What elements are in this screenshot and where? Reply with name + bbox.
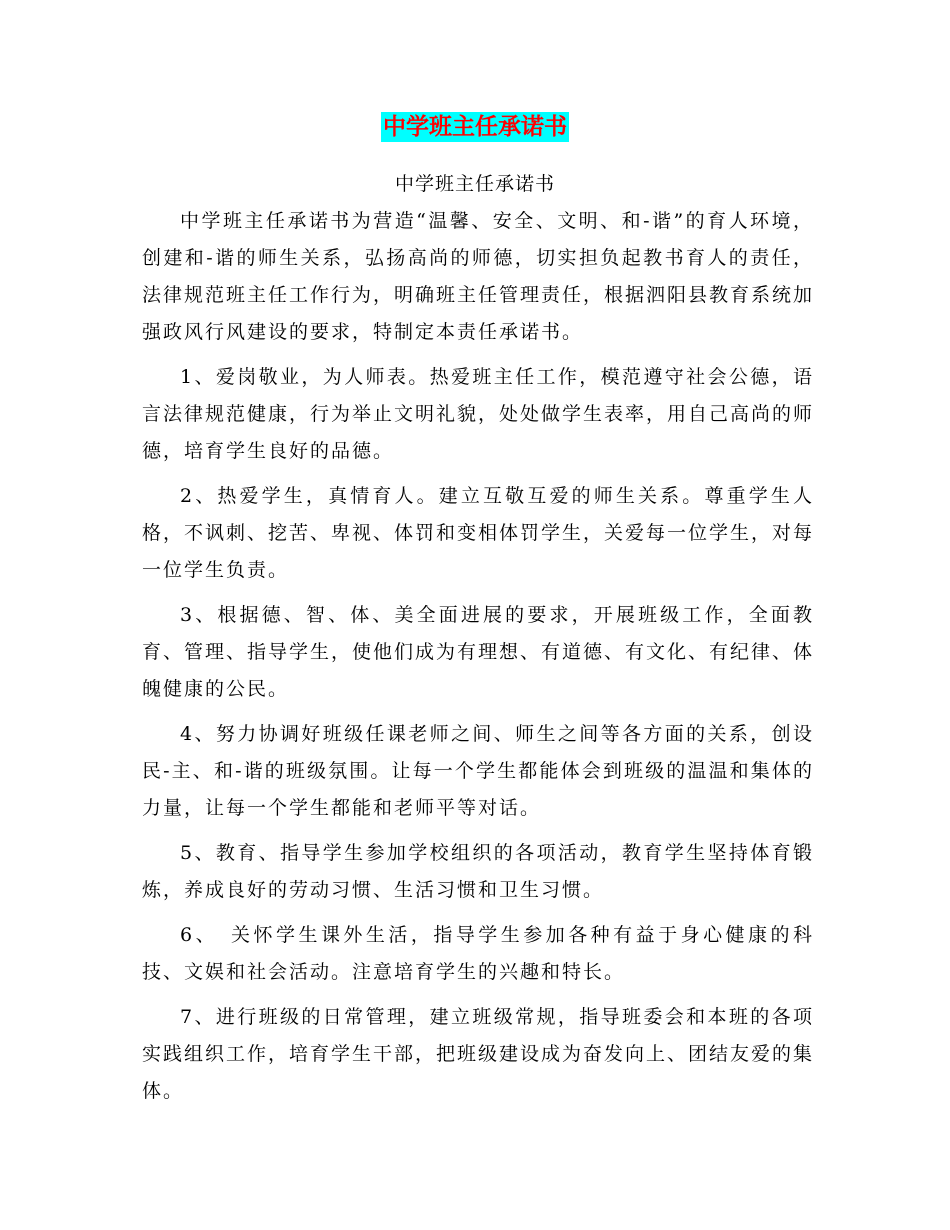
commitment-item-4: 4、努力协调好班级任课老师之间、师生之间等各方面的关系，创设民-主、和-谐的班级氛围。让每一个学生都能体会到班级的温温和集体的力量，让每一个学生都能和老师平等对话。 bbox=[142, 723, 814, 819]
commitment-item-1: 1、爱岗敬业，为人师表。热爱班主任工作，模范遵守社会公德，语言法律规范健康，行为举止文明礼貌，处处做学生表率，用自己高尚的师德，培育学生良好的品德。 bbox=[142, 366, 815, 462]
commitment-item-6: 6、 关怀学生课外生活，指导学生参加各种有益于身心健康的科技、文娱和社会活动。注意培育学生的兴趣和特长。 bbox=[142, 924, 814, 983]
commitment-item-5: 5、教育、指导学生参加学校组织的各项活动，教育学生坚持体育锻炼，养成良好的劳动习惯、生活习惯和卫生习惯。 bbox=[142, 842, 814, 901]
document-subtitle: 中学班主任承诺书 bbox=[394, 173, 555, 195]
commitment-item-7: 7、进行班级的日常管理，建立班级常规，指导班委会和本班的各项实践组织工作，培育学生干部，把班级建设成为奋发向上、团结友爱的集体。 bbox=[142, 1006, 815, 1102]
commitment-item-3: 3、根据德、智、体、美全面进展的要求，开展班级工作，全面教育、管理、指导学生，使他们成为有理想、有道德、有文化、有纪律、体魄健康的公民。 bbox=[142, 604, 815, 700]
commitment-item-2: 2、热爱学生，真情育人。建立互敬互爱的师生关系。尊重学生人格，不讽刺、挖苦、卑视、体罚和变相体罚学生，关爱每一位学生，对每一位学生负责。 bbox=[142, 485, 815, 581]
document-title: 中学班主任承诺书 bbox=[383, 114, 567, 140]
intro-paragraph: 中学班主任承诺书为营造“温馨、安全、文明、和-谐”的育人环境，创建和-谐的师生关系，弘扬高尚的师德，切实担负起教书育人的责任，法律规范班主任工作行为，明确班主任管理责任，根据泗阳县教育系统加强政风行风建设的要求，特制定本责任承诺书。 bbox=[142, 210, 815, 343]
title-container bbox=[0, 112, 950, 142]
document-body bbox=[142, 203, 814, 1118]
